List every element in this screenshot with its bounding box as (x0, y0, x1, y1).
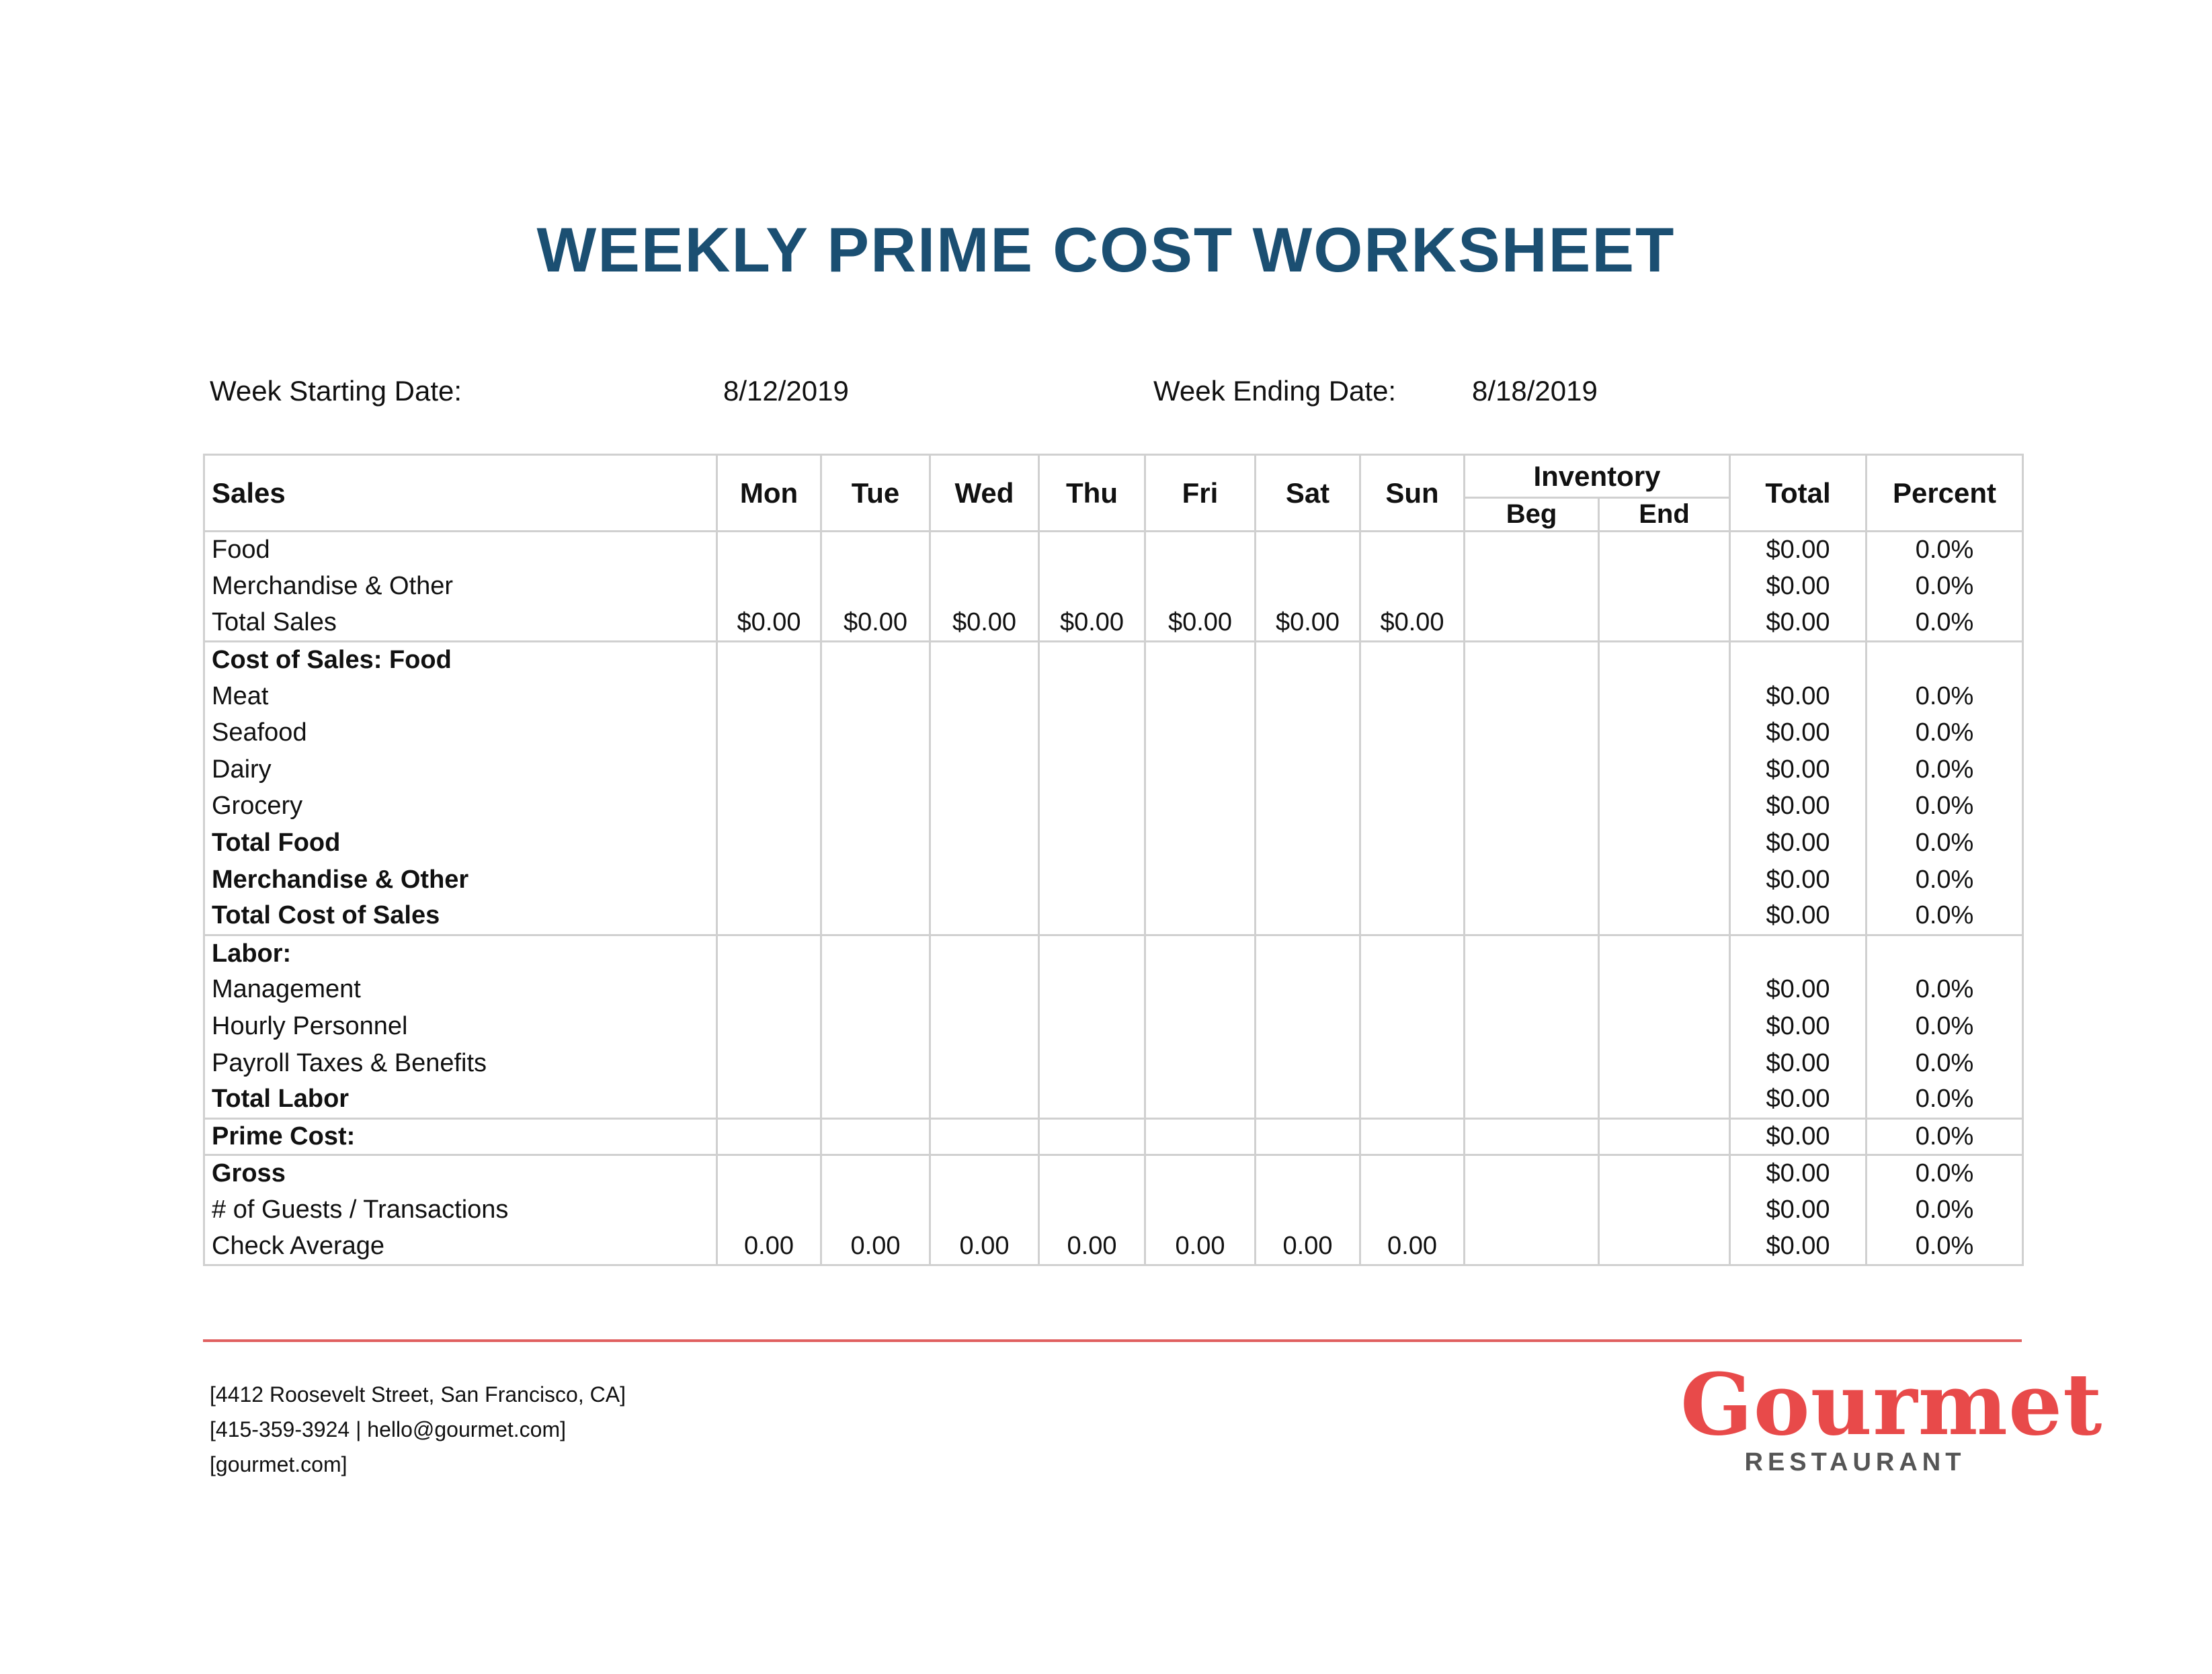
day-cell[interactable] (930, 678, 1039, 715)
header-percent: Percent (1867, 455, 2023, 532)
day-cell[interactable] (1039, 714, 1145, 751)
inventory-beg-cell[interactable] (1465, 1008, 1599, 1045)
day-cell[interactable] (1039, 1155, 1145, 1192)
table-row (204, 532, 2023, 569)
inventory-end-cell[interactable] (1599, 935, 1730, 972)
day-cell[interactable] (1145, 751, 1256, 788)
inventory-beg-cell[interactable] (1465, 641, 1599, 678)
header-sun: Sun (1360, 455, 1465, 532)
percent-cell: 0.0% (1867, 1081, 2023, 1118)
day-cell[interactable] (930, 1118, 1039, 1155)
day-cell[interactable] (1360, 751, 1465, 788)
day-cell[interactable] (1145, 641, 1256, 678)
total-cell: $0.00 (1730, 1191, 1867, 1228)
day-cell[interactable] (1360, 568, 1465, 605)
inventory-end-cell[interactable] (1599, 751, 1730, 788)
table-row (204, 1191, 2023, 1228)
header-sat: Sat (1256, 455, 1360, 532)
day-cell[interactable] (1360, 1008, 1465, 1045)
total-cell (1730, 641, 1867, 678)
table-row (204, 678, 2023, 715)
inventory-beg-cell[interactable] (1465, 714, 1599, 751)
inventory-end-cell[interactable] (1599, 678, 1730, 715)
day-cell[interactable]: $0.00 (1256, 605, 1360, 642)
percent-cell: 0.0% (1867, 788, 2023, 825)
day-cell[interactable] (1360, 1045, 1465, 1082)
prime-cost-table (203, 454, 2024, 1266)
day-cell[interactable] (930, 788, 1039, 825)
table-row (204, 1228, 2023, 1265)
week-start-value[interactable]: 8/12/2019 (723, 375, 849, 407)
day-cell[interactable] (717, 568, 821, 605)
day-cell[interactable] (1145, 1045, 1256, 1082)
day-cell[interactable] (1039, 532, 1145, 569)
total-cell: $0.00 (1730, 751, 1867, 788)
total-cell: $0.00 (1730, 532, 1867, 569)
inventory-beg-cell[interactable] (1465, 751, 1599, 788)
inventory-end-cell[interactable] (1599, 788, 1730, 825)
day-cell[interactable]: 0.00 (1360, 1228, 1465, 1265)
day-cell[interactable] (1145, 935, 1256, 972)
footer-address: [4412 Roosevelt Street, San Francisco, CA] (210, 1382, 626, 1407)
table-row (204, 1008, 2023, 1045)
day-cell[interactable] (1145, 678, 1256, 715)
total-cell: $0.00 (1730, 972, 1867, 1009)
footer-website: [gourmet.com] (210, 1452, 347, 1476)
percent-cell: 0.0% (1867, 751, 2023, 788)
row-label: Merchandise & Other (204, 568, 717, 605)
inventory-end-cell[interactable] (1599, 1045, 1730, 1082)
percent-cell: 0.0% (1867, 1228, 2023, 1265)
table-body (204, 532, 2023, 1265)
inventory-end-cell[interactable] (1599, 825, 1730, 862)
inventory-end-cell[interactable] (1599, 1228, 1730, 1265)
day-cell[interactable] (1145, 825, 1256, 862)
day-cell[interactable] (717, 862, 821, 898)
day-cell[interactable] (1360, 825, 1465, 862)
row-label: Hourly Personnel (204, 1008, 717, 1045)
day-cell[interactable] (821, 1008, 930, 1045)
percent-cell: 0.0% (1867, 1118, 2023, 1155)
day-cell[interactable] (821, 935, 930, 972)
day-cell[interactable] (1039, 678, 1145, 715)
day-cell[interactable] (1039, 788, 1145, 825)
table-row (204, 825, 2023, 862)
row-label: Meat (204, 678, 717, 715)
inventory-end-cell[interactable] (1599, 605, 1730, 642)
inventory-beg-cell[interactable] (1465, 1118, 1599, 1155)
row-label: Total Labor (204, 1081, 717, 1118)
inventory-beg-cell[interactable] (1465, 972, 1599, 1009)
percent-cell: 0.0% (1867, 898, 2023, 935)
inventory-beg-cell[interactable] (1465, 1228, 1599, 1265)
total-cell: $0.00 (1730, 1008, 1867, 1045)
header-sales: Sales (204, 455, 717, 532)
day-cell[interactable] (1039, 1081, 1145, 1118)
day-cell[interactable] (1039, 1191, 1145, 1228)
day-cell[interactable] (1360, 641, 1465, 678)
header-total: Total (1730, 455, 1867, 532)
page-title: WEEKLY PRIME COST WORKSHEET (536, 214, 1676, 285)
table-row (204, 1118, 2023, 1155)
percent-cell: 0.0% (1867, 1008, 2023, 1045)
day-cell[interactable] (1256, 1118, 1360, 1155)
table-row (204, 862, 2023, 898)
day-cell[interactable] (1039, 641, 1145, 678)
table-row (204, 641, 2023, 678)
row-label: Dairy (204, 751, 717, 788)
row-label: Food (204, 532, 717, 569)
day-cell[interactable]: 0.00 (1256, 1228, 1360, 1265)
day-cell[interactable] (1145, 1081, 1256, 1118)
day-cell[interactable] (717, 714, 821, 751)
percent-cell: 0.0% (1867, 532, 2023, 569)
day-cell[interactable] (1145, 788, 1256, 825)
inventory-beg-cell[interactable] (1465, 788, 1599, 825)
day-cell[interactable]: 0.00 (930, 1228, 1039, 1265)
total-cell: $0.00 (1730, 825, 1867, 862)
table-row (204, 788, 2023, 825)
week-start-label: Week Starting Date: (210, 375, 462, 407)
day-cell[interactable] (1256, 1191, 1360, 1228)
day-cell[interactable]: 0.00 (717, 1228, 821, 1265)
day-cell[interactable] (717, 532, 821, 569)
row-label: Check Average (204, 1228, 717, 1265)
day-cell[interactable] (717, 788, 821, 825)
day-cell[interactable] (821, 788, 930, 825)
day-cell[interactable] (1145, 1008, 1256, 1045)
day-cell[interactable] (1256, 568, 1360, 605)
row-label: Cost of Sales: Food (204, 641, 717, 678)
day-cell[interactable] (930, 1045, 1039, 1082)
day-cell[interactable] (930, 751, 1039, 788)
day-cell[interactable]: $0.00 (1039, 605, 1145, 642)
day-cell[interactable] (1039, 935, 1145, 972)
row-label: Management (204, 972, 717, 1009)
percent-cell: 0.0% (1867, 714, 2023, 751)
table-row (204, 1045, 2023, 1082)
table-row (204, 568, 2023, 605)
row-label: Merchandise & Other (204, 862, 717, 898)
day-cell[interactable] (1256, 1008, 1360, 1045)
day-cell[interactable] (1039, 825, 1145, 862)
inventory-end-cell[interactable] (1599, 1191, 1730, 1228)
day-cell[interactable] (1039, 972, 1145, 1009)
inventory-end-cell[interactable] (1599, 972, 1730, 1009)
day-cell[interactable] (821, 862, 930, 898)
total-cell: $0.00 (1730, 788, 1867, 825)
inventory-end-cell[interactable] (1599, 862, 1730, 898)
day-cell[interactable] (717, 1191, 821, 1228)
day-cell[interactable] (821, 751, 930, 788)
percent-cell (1867, 935, 2023, 972)
header-fri: Fri (1145, 455, 1256, 532)
table-row (204, 898, 2023, 935)
day-cell[interactable] (1256, 788, 1360, 825)
row-label: Total Sales (204, 605, 717, 642)
inventory-beg-cell[interactable] (1465, 1081, 1599, 1118)
day-cell[interactable] (1256, 1045, 1360, 1082)
day-cell[interactable] (1145, 898, 1256, 935)
day-cell[interactable] (1256, 714, 1360, 751)
inventory-beg-cell[interactable] (1465, 532, 1599, 569)
row-label: Total Cost of Sales (204, 898, 717, 935)
table-row (204, 751, 2023, 788)
day-cell[interactable] (930, 714, 1039, 751)
day-cell[interactable] (1256, 972, 1360, 1009)
footer-divider (203, 1339, 2022, 1342)
row-label: Payroll Taxes & Benefits (204, 1045, 717, 1082)
header-thu: Thu (1039, 455, 1145, 532)
day-cell[interactable] (821, 532, 930, 569)
day-cell[interactable] (1256, 825, 1360, 862)
inventory-end-cell[interactable] (1599, 1081, 1730, 1118)
day-cell[interactable] (717, 1155, 821, 1192)
row-label: Grocery (204, 788, 717, 825)
gourmet-logo (1680, 1355, 2103, 1482)
day-cell[interactable] (821, 678, 930, 715)
footer-contact: [415-359-3924 | hello@gourmet.com] (210, 1417, 566, 1441)
day-cell[interactable] (930, 1081, 1039, 1118)
percent-cell: 0.0% (1867, 972, 2023, 1009)
inventory-beg-cell[interactable] (1465, 678, 1599, 715)
inventory-beg-cell[interactable] (1465, 605, 1599, 642)
inventory-beg-cell[interactable] (1465, 1191, 1599, 1228)
day-cell[interactable] (717, 1008, 821, 1045)
day-cell[interactable] (930, 1155, 1039, 1192)
inventory-beg-cell[interactable] (1465, 898, 1599, 935)
day-cell[interactable]: 0.00 (821, 1228, 930, 1265)
header-inventory: Inventory (1465, 455, 1730, 498)
day-cell[interactable]: $0.00 (930, 605, 1039, 642)
logo-tagline: RESTAURANT (1744, 1448, 1966, 1476)
day-cell[interactable] (1039, 898, 1145, 935)
day-cell[interactable] (930, 898, 1039, 935)
week-end-label: Week Ending Date: (1153, 375, 1397, 407)
day-cell[interactable] (1256, 935, 1360, 972)
inventory-end-cell[interactable] (1599, 532, 1730, 569)
day-cell[interactable] (1360, 678, 1465, 715)
row-label: Gross (204, 1155, 717, 1192)
day-cell[interactable] (1256, 1081, 1360, 1118)
percent-cell: 0.0% (1867, 862, 2023, 898)
day-cell[interactable] (821, 1155, 930, 1192)
day-cell[interactable]: $0.00 (1360, 605, 1465, 642)
table-row (204, 935, 2023, 972)
inventory-end-cell[interactable] (1599, 714, 1730, 751)
percent-cell: 0.0% (1867, 1191, 2023, 1228)
header-wed: Wed (930, 455, 1039, 532)
day-cell[interactable] (1256, 898, 1360, 935)
day-cell[interactable] (1360, 714, 1465, 751)
day-cell[interactable] (1256, 751, 1360, 788)
day-cell[interactable] (1256, 862, 1360, 898)
table-row (204, 605, 2023, 642)
inventory-beg-cell[interactable] (1465, 825, 1599, 862)
percent-cell: 0.0% (1867, 605, 2023, 642)
inventory-end-cell[interactable] (1599, 641, 1730, 678)
percent-cell: 0.0% (1867, 1045, 2023, 1082)
total-cell (1730, 935, 1867, 972)
day-cell[interactable] (1145, 532, 1256, 569)
day-cell[interactable] (1360, 935, 1465, 972)
inventory-end-cell[interactable] (1599, 1118, 1730, 1155)
table-row (204, 1155, 2023, 1192)
day-cell[interactable] (1039, 568, 1145, 605)
total-cell: $0.00 (1730, 1155, 1867, 1192)
day-cell[interactable] (1360, 862, 1465, 898)
day-cell[interactable] (1360, 532, 1465, 569)
day-cell[interactable] (717, 678, 821, 715)
day-cell[interactable] (930, 862, 1039, 898)
row-label: Total Food (204, 825, 717, 862)
day-cell[interactable] (930, 825, 1039, 862)
day-cell[interactable] (821, 1081, 930, 1118)
day-cell[interactable] (1256, 532, 1360, 569)
day-cell[interactable] (930, 532, 1039, 569)
day-cell[interactable] (1360, 788, 1465, 825)
day-cell[interactable] (717, 1045, 821, 1082)
inventory-end-cell[interactable] (1599, 1008, 1730, 1045)
inventory-end-cell[interactable] (1599, 898, 1730, 935)
header-tue: Tue (821, 455, 930, 532)
day-cell[interactable] (930, 935, 1039, 972)
day-cell[interactable] (821, 568, 930, 605)
inventory-beg-cell[interactable] (1465, 862, 1599, 898)
row-label: # of Guests / Transactions (204, 1191, 717, 1228)
day-cell[interactable]: $0.00 (717, 605, 821, 642)
table-row (204, 972, 2023, 1009)
percent-cell: 0.0% (1867, 1155, 2023, 1192)
day-cell[interactable] (1145, 1191, 1256, 1228)
day-cell[interactable] (717, 972, 821, 1009)
day-cell[interactable] (1360, 1081, 1465, 1118)
day-cell[interactable] (930, 568, 1039, 605)
day-cell[interactable] (717, 1081, 821, 1118)
day-cell[interactable] (821, 825, 930, 862)
percent-cell: 0.0% (1867, 825, 2023, 862)
inventory-end-cell[interactable] (1599, 1155, 1730, 1192)
day-cell[interactable] (821, 1118, 930, 1155)
day-cell[interactable] (821, 641, 930, 678)
percent-cell (1867, 641, 2023, 678)
day-cell[interactable] (717, 935, 821, 972)
day-cell[interactable] (1145, 972, 1256, 1009)
table-row (204, 714, 2023, 751)
day-cell[interactable] (1145, 1155, 1256, 1192)
day-cell[interactable] (930, 1008, 1039, 1045)
total-cell: $0.00 (1730, 605, 1867, 642)
day-cell[interactable] (1360, 972, 1465, 1009)
day-cell[interactable] (1145, 714, 1256, 751)
total-cell: $0.00 (1730, 678, 1867, 715)
day-cell[interactable] (1145, 862, 1256, 898)
week-end-value[interactable]: 8/18/2019 (1472, 375, 1598, 407)
inventory-beg-cell[interactable] (1465, 568, 1599, 605)
day-cell[interactable] (1039, 1118, 1145, 1155)
day-cell[interactable] (821, 1191, 930, 1228)
day-cell[interactable] (717, 898, 821, 935)
day-cell[interactable] (1256, 678, 1360, 715)
day-cell[interactable] (1360, 898, 1465, 935)
row-label: Labor: (204, 935, 717, 972)
day-cell[interactable] (1360, 1118, 1465, 1155)
day-cell[interactable] (1039, 862, 1145, 898)
row-label: Seafood (204, 714, 717, 751)
day-cell[interactable]: 0.00 (1145, 1228, 1256, 1265)
day-cell[interactable] (1256, 1155, 1360, 1192)
day-cell[interactable] (1145, 1118, 1256, 1155)
total-cell: $0.00 (1730, 898, 1867, 935)
inventory-end-cell[interactable] (1599, 568, 1730, 605)
total-cell: $0.00 (1730, 714, 1867, 751)
day-cell[interactable]: $0.00 (821, 605, 930, 642)
inventory-beg-cell[interactable] (1465, 935, 1599, 972)
day-cell[interactable] (717, 825, 821, 862)
inventory-beg-cell[interactable] (1465, 1155, 1599, 1192)
day-cell[interactable] (821, 898, 930, 935)
day-cell[interactable] (717, 641, 821, 678)
day-cell[interactable] (930, 1191, 1039, 1228)
day-cell[interactable] (717, 751, 821, 788)
day-cell[interactable] (717, 1118, 821, 1155)
day-cell[interactable] (1039, 751, 1145, 788)
percent-cell: 0.0% (1867, 678, 2023, 715)
day-cell[interactable]: 0.00 (1039, 1228, 1145, 1265)
day-cell[interactable] (1145, 568, 1256, 605)
total-cell: $0.00 (1730, 862, 1867, 898)
total-cell: $0.00 (1730, 1045, 1867, 1082)
header-inventory-end: End (1599, 498, 1730, 532)
day-cell[interactable] (1360, 1191, 1465, 1228)
percent-cell: 0.0% (1867, 568, 2023, 605)
header-mon: Mon (717, 455, 821, 532)
day-cell[interactable] (821, 1045, 930, 1082)
day-cell[interactable] (930, 641, 1039, 678)
day-cell[interactable]: $0.00 (1145, 605, 1256, 642)
day-cell[interactable] (1360, 1155, 1465, 1192)
table-row (204, 1081, 2023, 1118)
day-cell[interactable] (821, 972, 930, 1009)
day-cell[interactable] (1256, 641, 1360, 678)
inventory-beg-cell[interactable] (1465, 1045, 1599, 1082)
header-inventory-beg: Beg (1465, 498, 1599, 532)
day-cell[interactable] (1039, 1045, 1145, 1082)
total-cell: $0.00 (1730, 1228, 1867, 1265)
logo-wordmark: Gourmet (1680, 1355, 2103, 1454)
total-cell: $0.00 (1730, 1118, 1867, 1155)
day-cell[interactable] (821, 714, 930, 751)
total-cell: $0.00 (1730, 1081, 1867, 1118)
day-cell[interactable] (930, 972, 1039, 1009)
row-label: Prime Cost: (204, 1118, 717, 1155)
day-cell[interactable] (1039, 1008, 1145, 1045)
total-cell: $0.00 (1730, 568, 1867, 605)
